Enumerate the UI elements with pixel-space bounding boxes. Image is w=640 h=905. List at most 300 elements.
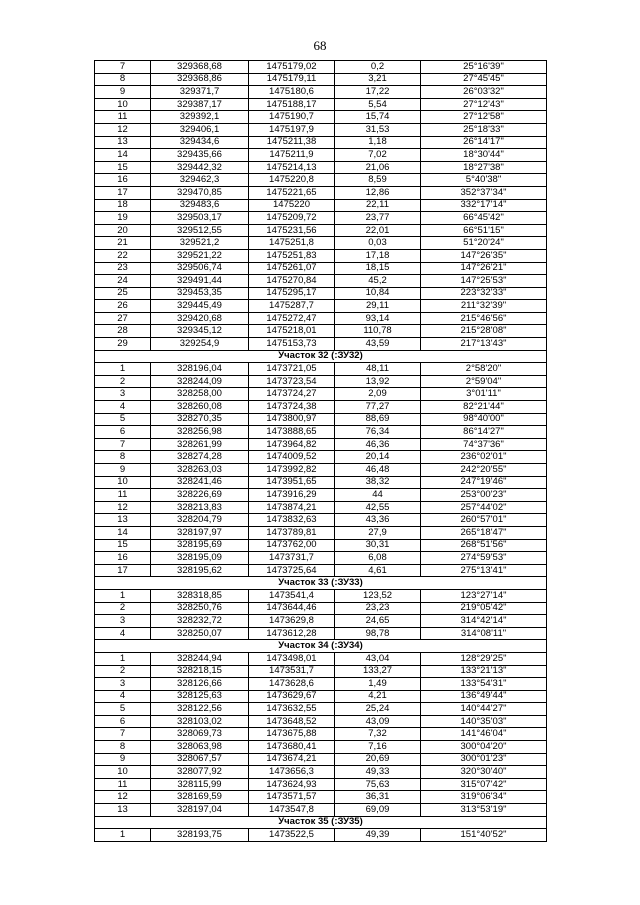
table-row <box>95 552 547 565</box>
table-row <box>95 262 547 275</box>
y-coordinate-cell: 1473632,55 <box>249 703 335 716</box>
point-number-cell: 8 <box>95 741 151 754</box>
point-number-cell: 24 <box>95 275 151 288</box>
bearing-cell: 5°40'38" <box>421 174 547 187</box>
x-coordinate-cell: 329435,66 <box>151 149 249 162</box>
distance-cell: 21,06 <box>335 161 421 174</box>
bearing-cell: 141°46'04" <box>421 728 547 741</box>
point-number-cell: 12 <box>95 791 151 804</box>
table-row <box>95 149 547 162</box>
distance-cell: 23,77 <box>335 212 421 225</box>
point-number-cell: 17 <box>95 564 151 577</box>
bearing-cell: 2°59'04" <box>421 375 547 388</box>
bearing-cell: 151°40'52" <box>421 829 547 842</box>
y-coordinate-cell: 1474009,52 <box>249 451 335 464</box>
y-coordinate-cell: 1475261,07 <box>249 262 335 275</box>
point-number-cell: 6 <box>95 715 151 728</box>
distance-cell: 110,78 <box>335 325 421 338</box>
table-row <box>95 300 547 313</box>
table-row <box>95 136 547 149</box>
x-coordinate-cell: 328260,08 <box>151 401 249 414</box>
y-coordinate-cell: 1475211,9 <box>249 149 335 162</box>
y-coordinate-cell: 1473731,7 <box>249 552 335 565</box>
table-row <box>95 678 547 691</box>
x-coordinate-cell: 329345,12 <box>151 325 249 338</box>
point-number-cell: 2 <box>95 375 151 388</box>
x-coordinate-cell: 328103,02 <box>151 715 249 728</box>
y-coordinate-cell: 1473725,64 <box>249 564 335 577</box>
coordinates-table-body <box>95 61 547 842</box>
distance-cell: 17,22 <box>335 86 421 99</box>
section-header-row <box>95 640 547 653</box>
section-header-row <box>95 577 547 590</box>
x-coordinate-cell: 328241,46 <box>151 476 249 489</box>
point-number-cell: 10 <box>95 766 151 779</box>
x-coordinate-cell: 328077,92 <box>151 766 249 779</box>
table-row <box>95 652 547 665</box>
bearing-cell: 25°18'33" <box>421 123 547 136</box>
bearing-cell: 3°01'11" <box>421 388 547 401</box>
point-number-cell: 3 <box>95 388 151 401</box>
y-coordinate-cell: 1473680,41 <box>249 741 335 754</box>
bearing-cell: 275°13'41" <box>421 564 547 577</box>
y-coordinate-cell: 1473724,27 <box>249 388 335 401</box>
distance-cell: 49,33 <box>335 766 421 779</box>
y-coordinate-cell: 1473874,21 <box>249 501 335 514</box>
distance-cell: 5,54 <box>335 98 421 111</box>
table-row <box>95 338 547 351</box>
point-number-cell: 1 <box>95 829 151 842</box>
distance-cell: 7,32 <box>335 728 421 741</box>
bearing-cell: 133°54'31" <box>421 678 547 691</box>
y-coordinate-cell: 1473629,67 <box>249 690 335 703</box>
distance-cell: 7,16 <box>335 741 421 754</box>
table-row <box>95 73 547 86</box>
y-coordinate-cell: 1475218,01 <box>249 325 335 338</box>
x-coordinate-cell: 329434,6 <box>151 136 249 149</box>
y-coordinate-cell: 1475221,65 <box>249 186 335 199</box>
x-coordinate-cell: 329491,44 <box>151 275 249 288</box>
x-coordinate-cell: 328126,66 <box>151 678 249 691</box>
bearing-cell: 26°14'17" <box>421 136 547 149</box>
distance-cell: 3,21 <box>335 73 421 86</box>
y-coordinate-cell: 1473789,81 <box>249 526 335 539</box>
x-coordinate-cell: 328226,69 <box>151 489 249 502</box>
table-row <box>95 766 547 779</box>
point-number-cell: 6 <box>95 426 151 439</box>
table-row <box>95 212 547 225</box>
y-coordinate-cell: 1475214,13 <box>249 161 335 174</box>
bearing-cell: 147°25'53" <box>421 275 547 288</box>
distance-cell: 49,39 <box>335 829 421 842</box>
distance-cell: 77,27 <box>335 401 421 414</box>
bearing-cell: 314°08'11" <box>421 627 547 640</box>
y-coordinate-cell: 1473629,8 <box>249 615 335 628</box>
table-row <box>95 589 547 602</box>
point-number-cell: 14 <box>95 526 151 539</box>
x-coordinate-cell: 328125,63 <box>151 690 249 703</box>
table-row <box>95 388 547 401</box>
distance-cell: 76,34 <box>335 426 421 439</box>
distance-cell: 93,14 <box>335 312 421 325</box>
bearing-cell: 66°45'42" <box>421 212 547 225</box>
table-row <box>95 703 547 716</box>
distance-cell: 15,74 <box>335 111 421 124</box>
distance-cell: 1,18 <box>335 136 421 149</box>
coordinates-table <box>94 60 547 842</box>
x-coordinate-cell: 328197,97 <box>151 526 249 539</box>
table-row <box>95 438 547 451</box>
y-coordinate-cell: 1473951,65 <box>249 476 335 489</box>
distance-cell: 17,18 <box>335 249 421 262</box>
bearing-cell: 274°59'53" <box>421 552 547 565</box>
table-row <box>95 501 547 514</box>
distance-cell: 98,78 <box>335 627 421 640</box>
point-number-cell: 17 <box>95 186 151 199</box>
y-coordinate-cell: 1473721,05 <box>249 363 335 376</box>
point-number-cell: 2 <box>95 665 151 678</box>
bearing-cell: 25°16'39" <box>421 61 547 74</box>
table-row <box>95 86 547 99</box>
bearing-cell: 123°27'14" <box>421 589 547 602</box>
y-coordinate-cell: 1473800,97 <box>249 413 335 426</box>
table-row <box>95 249 547 262</box>
bearing-cell: 217°13'43" <box>421 338 547 351</box>
bearing-cell: 147°26'35" <box>421 249 547 262</box>
table-row <box>95 489 547 502</box>
table-row <box>95 275 547 288</box>
point-number-cell: 1 <box>95 363 151 376</box>
distance-cell: 23,23 <box>335 602 421 615</box>
x-coordinate-cell: 328263,03 <box>151 464 249 477</box>
x-coordinate-cell: 329392,1 <box>151 111 249 124</box>
distance-cell: 38,32 <box>335 476 421 489</box>
x-coordinate-cell: 328274,28 <box>151 451 249 464</box>
distance-cell: 1,49 <box>335 678 421 691</box>
bearing-cell: 319°06'34" <box>421 791 547 804</box>
distance-cell: 25,24 <box>335 703 421 716</box>
x-coordinate-cell: 329483,6 <box>151 199 249 212</box>
y-coordinate-cell: 1473832,63 <box>249 514 335 527</box>
x-coordinate-cell: 328115,99 <box>151 778 249 791</box>
page-number: 68 <box>313 38 327 53</box>
bearing-cell: 247°19'46" <box>421 476 547 489</box>
point-number-cell: 5 <box>95 413 151 426</box>
point-number-cell: 16 <box>95 552 151 565</box>
x-coordinate-cell: 328195,62 <box>151 564 249 577</box>
point-number-cell: 23 <box>95 262 151 275</box>
point-number-cell: 19 <box>95 212 151 225</box>
bearing-cell: 74°37'36" <box>421 438 547 451</box>
y-coordinate-cell: 1475272,47 <box>249 312 335 325</box>
y-coordinate-cell: 1473656,3 <box>249 766 335 779</box>
bearing-cell: 257°44'02" <box>421 501 547 514</box>
point-number-cell: 10 <box>95 98 151 111</box>
point-number-cell: 7 <box>95 728 151 741</box>
distance-cell: 43,04 <box>335 652 421 665</box>
table-row <box>95 413 547 426</box>
table-row <box>95 174 547 187</box>
distance-cell: 123,52 <box>335 589 421 602</box>
y-coordinate-cell: 1475220 <box>249 199 335 212</box>
x-coordinate-cell: 328196,04 <box>151 363 249 376</box>
table-row <box>95 111 547 124</box>
x-coordinate-cell: 328122,56 <box>151 703 249 716</box>
distance-cell: 20,69 <box>335 753 421 766</box>
distance-cell: 2,09 <box>335 388 421 401</box>
bearing-cell: 82°21'44" <box>421 401 547 414</box>
distance-cell: 7,02 <box>335 149 421 162</box>
y-coordinate-cell: 1473992,82 <box>249 464 335 477</box>
point-number-cell: 10 <box>95 476 151 489</box>
x-coordinate-cell: 329521,22 <box>151 249 249 262</box>
x-coordinate-cell: 328318,85 <box>151 589 249 602</box>
point-number-cell: 20 <box>95 224 151 237</box>
distance-cell: 10,84 <box>335 287 421 300</box>
point-number-cell: 11 <box>95 111 151 124</box>
section-header-row <box>95 350 547 363</box>
bearing-cell: 147°26'21" <box>421 262 547 275</box>
point-number-cell: 11 <box>95 778 151 791</box>
x-coordinate-cell: 328195,09 <box>151 552 249 565</box>
bearing-cell: 27°12'58" <box>421 111 547 124</box>
x-coordinate-cell: 329254,9 <box>151 338 249 351</box>
y-coordinate-cell: 1473547,8 <box>249 804 335 817</box>
table-row <box>95 426 547 439</box>
distance-cell: 42,55 <box>335 501 421 514</box>
y-coordinate-cell: 1475188,17 <box>249 98 335 111</box>
distance-cell: 22,11 <box>335 199 421 212</box>
point-number-cell: 15 <box>95 539 151 552</box>
bearing-cell: 136°49'44" <box>421 690 547 703</box>
bearing-cell: 300°04'20" <box>421 741 547 754</box>
table-row <box>95 665 547 678</box>
y-coordinate-cell: 1473522,5 <box>249 829 335 842</box>
table-row <box>95 161 547 174</box>
point-number-cell: 4 <box>95 627 151 640</box>
bearing-cell: 215°46'56" <box>421 312 547 325</box>
x-coordinate-cell: 329462,3 <box>151 174 249 187</box>
y-coordinate-cell: 1475179,11 <box>249 73 335 86</box>
distance-cell: 18,15 <box>335 262 421 275</box>
point-number-cell: 14 <box>95 149 151 162</box>
section-title: Участок 32 (:ЗУ32) <box>95 350 547 363</box>
distance-cell: 88,69 <box>335 413 421 426</box>
table-row <box>95 791 547 804</box>
table-row <box>95 61 547 74</box>
point-number-cell: 15 <box>95 161 151 174</box>
y-coordinate-cell: 1473675,88 <box>249 728 335 741</box>
distance-cell: 22,01 <box>335 224 421 237</box>
y-coordinate-cell: 1473571,57 <box>249 791 335 804</box>
point-number-cell: 8 <box>95 451 151 464</box>
table-row <box>95 325 547 338</box>
y-coordinate-cell: 1473724,38 <box>249 401 335 414</box>
y-coordinate-cell: 1473648,52 <box>249 715 335 728</box>
table-row <box>95 539 547 552</box>
x-coordinate-cell: 329506,74 <box>151 262 249 275</box>
point-number-cell: 29 <box>95 338 151 351</box>
bearing-cell: 268°51'56" <box>421 539 547 552</box>
point-number-cell: 7 <box>95 61 151 74</box>
distance-cell: 8,59 <box>335 174 421 187</box>
bearing-cell: 211°32'39" <box>421 300 547 313</box>
x-coordinate-cell: 328250,07 <box>151 627 249 640</box>
distance-cell: 31,53 <box>335 123 421 136</box>
distance-cell: 133,27 <box>335 665 421 678</box>
table-row <box>95 753 547 766</box>
bearing-cell: 27°45'45" <box>421 73 547 86</box>
bearing-cell: 51°20'24" <box>421 237 547 250</box>
bearing-cell: 98°40'00" <box>421 413 547 426</box>
table-row <box>95 804 547 817</box>
bearing-cell: 320°30'40" <box>421 766 547 779</box>
y-coordinate-cell: 1475251,83 <box>249 249 335 262</box>
table-row <box>95 627 547 640</box>
x-coordinate-cell: 328197,04 <box>151 804 249 817</box>
point-number-cell: 26 <box>95 300 151 313</box>
bearing-cell: 223°32'33" <box>421 287 547 300</box>
point-number-cell: 13 <box>95 804 151 817</box>
point-number-cell: 21 <box>95 237 151 250</box>
table-row <box>95 199 547 212</box>
y-coordinate-cell: 1475179,02 <box>249 61 335 74</box>
point-number-cell: 28 <box>95 325 151 338</box>
bearing-cell: 314°42'14" <box>421 615 547 628</box>
point-number-cell: 8 <box>95 73 151 86</box>
bearing-cell: 315°07'42" <box>421 778 547 791</box>
y-coordinate-cell: 1473723,54 <box>249 375 335 388</box>
bearing-cell: 26°03'32" <box>421 86 547 99</box>
point-number-cell: 5 <box>95 703 151 716</box>
y-coordinate-cell: 1475211,38 <box>249 136 335 149</box>
x-coordinate-cell: 329442,32 <box>151 161 249 174</box>
distance-cell: 30,31 <box>335 539 421 552</box>
x-coordinate-cell: 329368,68 <box>151 61 249 74</box>
point-number-cell: 27 <box>95 312 151 325</box>
bearing-cell: 242°20'55" <box>421 464 547 477</box>
y-coordinate-cell: 1475295,17 <box>249 287 335 300</box>
y-coordinate-cell: 1475231,56 <box>249 224 335 237</box>
table-row <box>95 375 547 388</box>
table-row <box>95 526 547 539</box>
table-row <box>95 514 547 527</box>
bearing-cell: 66°51'15" <box>421 224 547 237</box>
section-header-row <box>95 816 547 829</box>
y-coordinate-cell: 1473628,6 <box>249 678 335 691</box>
bearing-cell: 265°18'47" <box>421 526 547 539</box>
bearing-cell: 140°44'27" <box>421 703 547 716</box>
distance-cell: 48,11 <box>335 363 421 376</box>
table-row <box>95 829 547 842</box>
table-row <box>95 98 547 111</box>
distance-cell: 43,09 <box>335 715 421 728</box>
table-row <box>95 715 547 728</box>
x-coordinate-cell: 329406,1 <box>151 123 249 136</box>
distance-cell: 24,65 <box>335 615 421 628</box>
x-coordinate-cell: 328218,15 <box>151 665 249 678</box>
point-number-cell: 1 <box>95 589 151 602</box>
y-coordinate-cell: 1473541,4 <box>249 589 335 602</box>
point-number-cell: 12 <box>95 123 151 136</box>
bearing-cell: 18°30'44" <box>421 149 547 162</box>
y-coordinate-cell: 1475190,7 <box>249 111 335 124</box>
y-coordinate-cell: 1473531,7 <box>249 665 335 678</box>
bearing-cell: 140°35'03" <box>421 715 547 728</box>
y-coordinate-cell: 1475270,84 <box>249 275 335 288</box>
distance-cell: 75,63 <box>335 778 421 791</box>
bearing-cell: 352°37'34" <box>421 186 547 199</box>
x-coordinate-cell: 329368,86 <box>151 73 249 86</box>
x-coordinate-cell: 328261,99 <box>151 438 249 451</box>
point-number-cell: 11 <box>95 489 151 502</box>
bearing-cell: 133°21'13" <box>421 665 547 678</box>
bearing-cell: 27°12'43" <box>421 98 547 111</box>
point-number-cell: 12 <box>95 501 151 514</box>
table-row <box>95 186 547 199</box>
y-coordinate-cell: 1475197,9 <box>249 123 335 136</box>
distance-cell: 43,59 <box>335 338 421 351</box>
point-number-cell: 16 <box>95 174 151 187</box>
distance-cell: 36,31 <box>335 791 421 804</box>
distance-cell: 43,36 <box>335 514 421 527</box>
y-coordinate-cell: 1473644,46 <box>249 602 335 615</box>
point-number-cell: 18 <box>95 199 151 212</box>
point-number-cell: 25 <box>95 287 151 300</box>
y-coordinate-cell: 1475153,73 <box>249 338 335 351</box>
table-row <box>95 615 547 628</box>
table-row <box>95 464 547 477</box>
x-coordinate-cell: 328213,83 <box>151 501 249 514</box>
x-coordinate-cell: 329512,55 <box>151 224 249 237</box>
y-coordinate-cell: 1473674,21 <box>249 753 335 766</box>
distance-cell: 0,03 <box>335 237 421 250</box>
distance-cell: 13,92 <box>335 375 421 388</box>
y-coordinate-cell: 1473916,29 <box>249 489 335 502</box>
x-coordinate-cell: 328250,76 <box>151 602 249 615</box>
bearing-cell: 128°29'25" <box>421 652 547 665</box>
x-coordinate-cell: 328256,98 <box>151 426 249 439</box>
y-coordinate-cell: 1473612,28 <box>249 627 335 640</box>
y-coordinate-cell: 1475209,72 <box>249 212 335 225</box>
table-row <box>95 728 547 741</box>
x-coordinate-cell: 328069,73 <box>151 728 249 741</box>
table-row <box>95 363 547 376</box>
section-title: Участок 33 (:ЗУ33) <box>95 577 547 590</box>
bearing-cell: 219°05'42" <box>421 602 547 615</box>
bearing-cell: 253°00'23" <box>421 489 547 502</box>
x-coordinate-cell: 328063,98 <box>151 741 249 754</box>
distance-cell: 45,2 <box>335 275 421 288</box>
x-coordinate-cell: 328195,69 <box>151 539 249 552</box>
point-number-cell: 2 <box>95 602 151 615</box>
point-number-cell: 13 <box>95 514 151 527</box>
section-title: Участок 34 (:ЗУ34) <box>95 640 547 653</box>
x-coordinate-cell: 329503,17 <box>151 212 249 225</box>
x-coordinate-cell: 328270,35 <box>151 413 249 426</box>
table-row <box>95 123 547 136</box>
bearing-cell: 2°58'20" <box>421 363 547 376</box>
distance-cell: 0,2 <box>335 61 421 74</box>
distance-cell: 44 <box>335 489 421 502</box>
x-coordinate-cell: 328169,59 <box>151 791 249 804</box>
distance-cell: 20,14 <box>335 451 421 464</box>
bearing-cell: 313°53'19" <box>421 804 547 817</box>
y-coordinate-cell: 1473762,00 <box>249 539 335 552</box>
table-row <box>95 690 547 703</box>
table-row <box>95 778 547 791</box>
table-row <box>95 564 547 577</box>
